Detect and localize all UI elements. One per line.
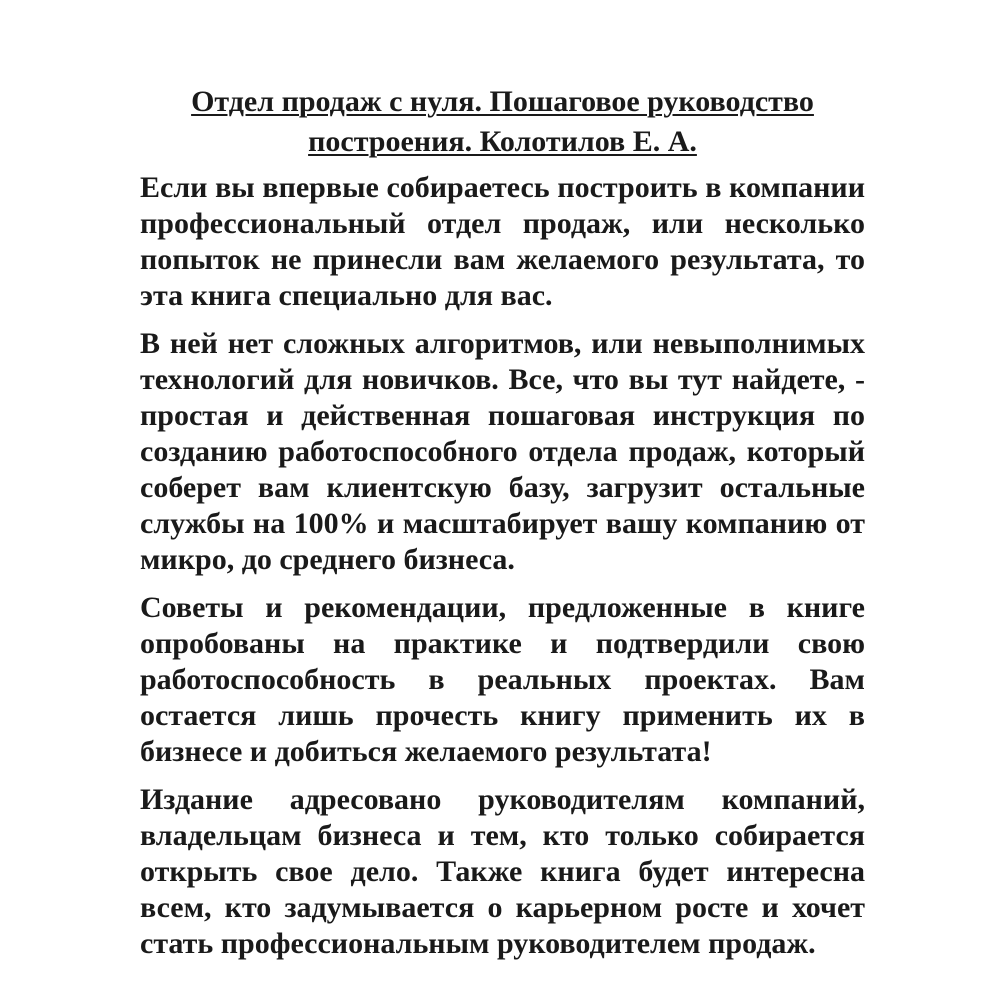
- paragraph-content: В ней нет сложных алгоритмов, или невыполнимых технологий для новичков. Все, что вы тут найдете, - простая и действенная пошаговая инструкция по созданию работоспособного отдела продаж, который соберет вам клиентскую базу, загрузит остальные службы на 100% и масштабирует вашу компанию от микро, до среднего бизнеса.: [140, 327, 865, 576]
- document-page: [140, 82, 865, 974]
- document-title: [140, 82, 865, 162]
- paragraph-audience: Издание адресовано руководителям компаний, владельцам бизнеса и тем, кто только собирается открыть свое дело. Также книга будет интересна всем, кто задумывается о карьерном росте и хочет стать профессиональным руководителем продаж.: [140, 783, 865, 960]
- paragraph-advice: Советы и рекомендации, предложенные в книге опробованы на практике и подтвердили свою работоспособность в реальных проектах. Вам остается лишь прочесть книгу применить их в бизнесе и добиться желаемого результата!: [140, 591, 865, 768]
- title-line-2: построения. Колотилов Е. А.: [308, 125, 697, 158]
- title-line-1: Отдел продаж с нуля. Пошаговое руководство: [191, 85, 814, 118]
- paragraph-intro: Если вы впервые собираетесь построить в компании профессиональный отдел продаж, или несколько попыток не принесли вам желаемого результата, то эта книга специально для вас.: [140, 171, 865, 312]
